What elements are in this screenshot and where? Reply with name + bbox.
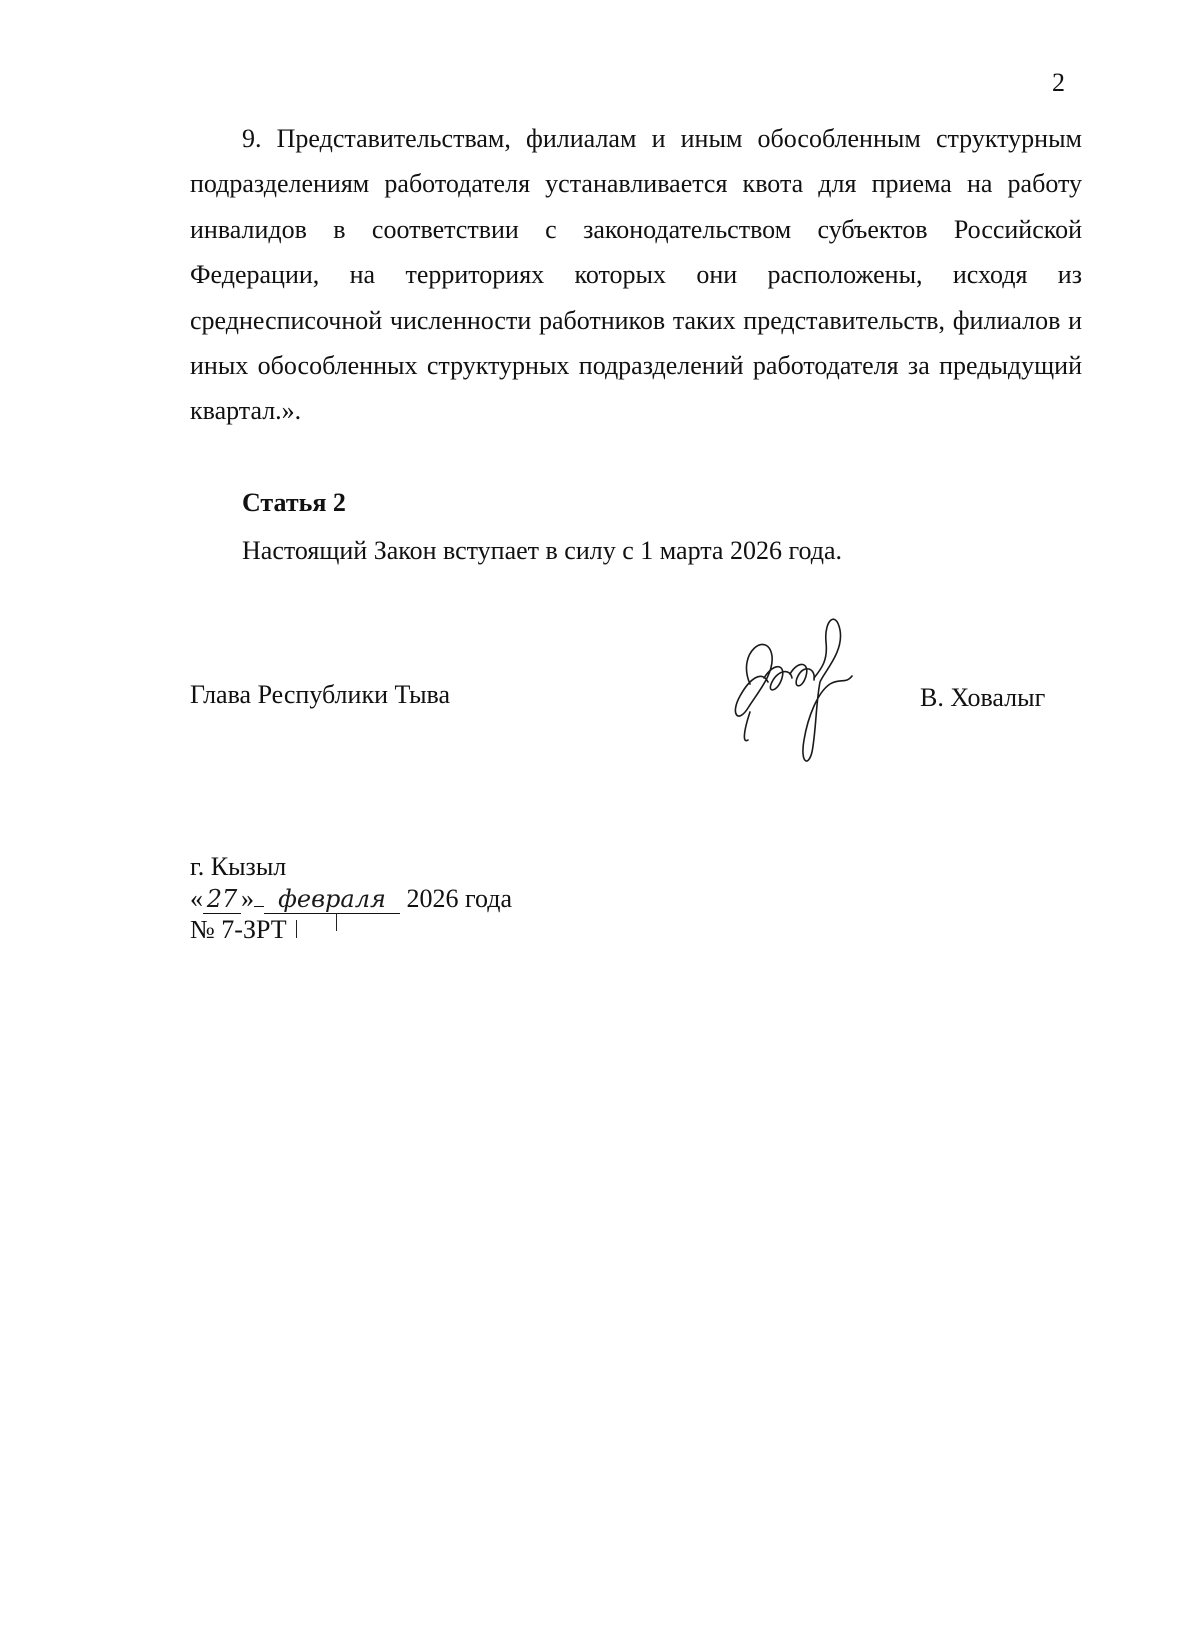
date-day-handwritten: 27: [203, 885, 241, 914]
date-underline-gap: [254, 906, 264, 907]
date-line: [190, 884, 512, 914]
page-number: 2: [1052, 68, 1065, 97]
date-open-quote: «: [190, 884, 203, 913]
article-2-text: Настоящий Закон вступает в силу с 1 марта 2026 года.: [242, 536, 842, 565]
date-month-handwritten: февраля: [264, 885, 400, 914]
handwritten-tick-mark: [336, 913, 337, 931]
date-year: 2026 года: [406, 884, 513, 913]
signer-title: Глава Республики Тыва: [190, 680, 451, 709]
signer-name: В. Ховалыг: [920, 683, 1046, 712]
law-number: № 7-ЗРТ: [190, 915, 287, 944]
article-1-paragraph-9: 9. Представительствам, филиалам и иным обособленным структурным подразделениям работодателя устанавливается квота для приема на работу инвалидов в соответствии с законодательством субъектов Российской Федерации, на территориях которых они расположены, исходя из среднесписочной численности работников таких представительств, филиалов и иных обособленных структурных подразделений работодателя за предыдущий квартал.».: [190, 124, 1082, 426]
date-close-quote: »: [241, 884, 254, 913]
place-of-signing: г. Кызыл: [190, 852, 287, 881]
handwritten-signature: [728, 612, 878, 770]
article-2-heading: Статья 2: [242, 488, 346, 517]
handwritten-tick-mark: [296, 920, 297, 938]
